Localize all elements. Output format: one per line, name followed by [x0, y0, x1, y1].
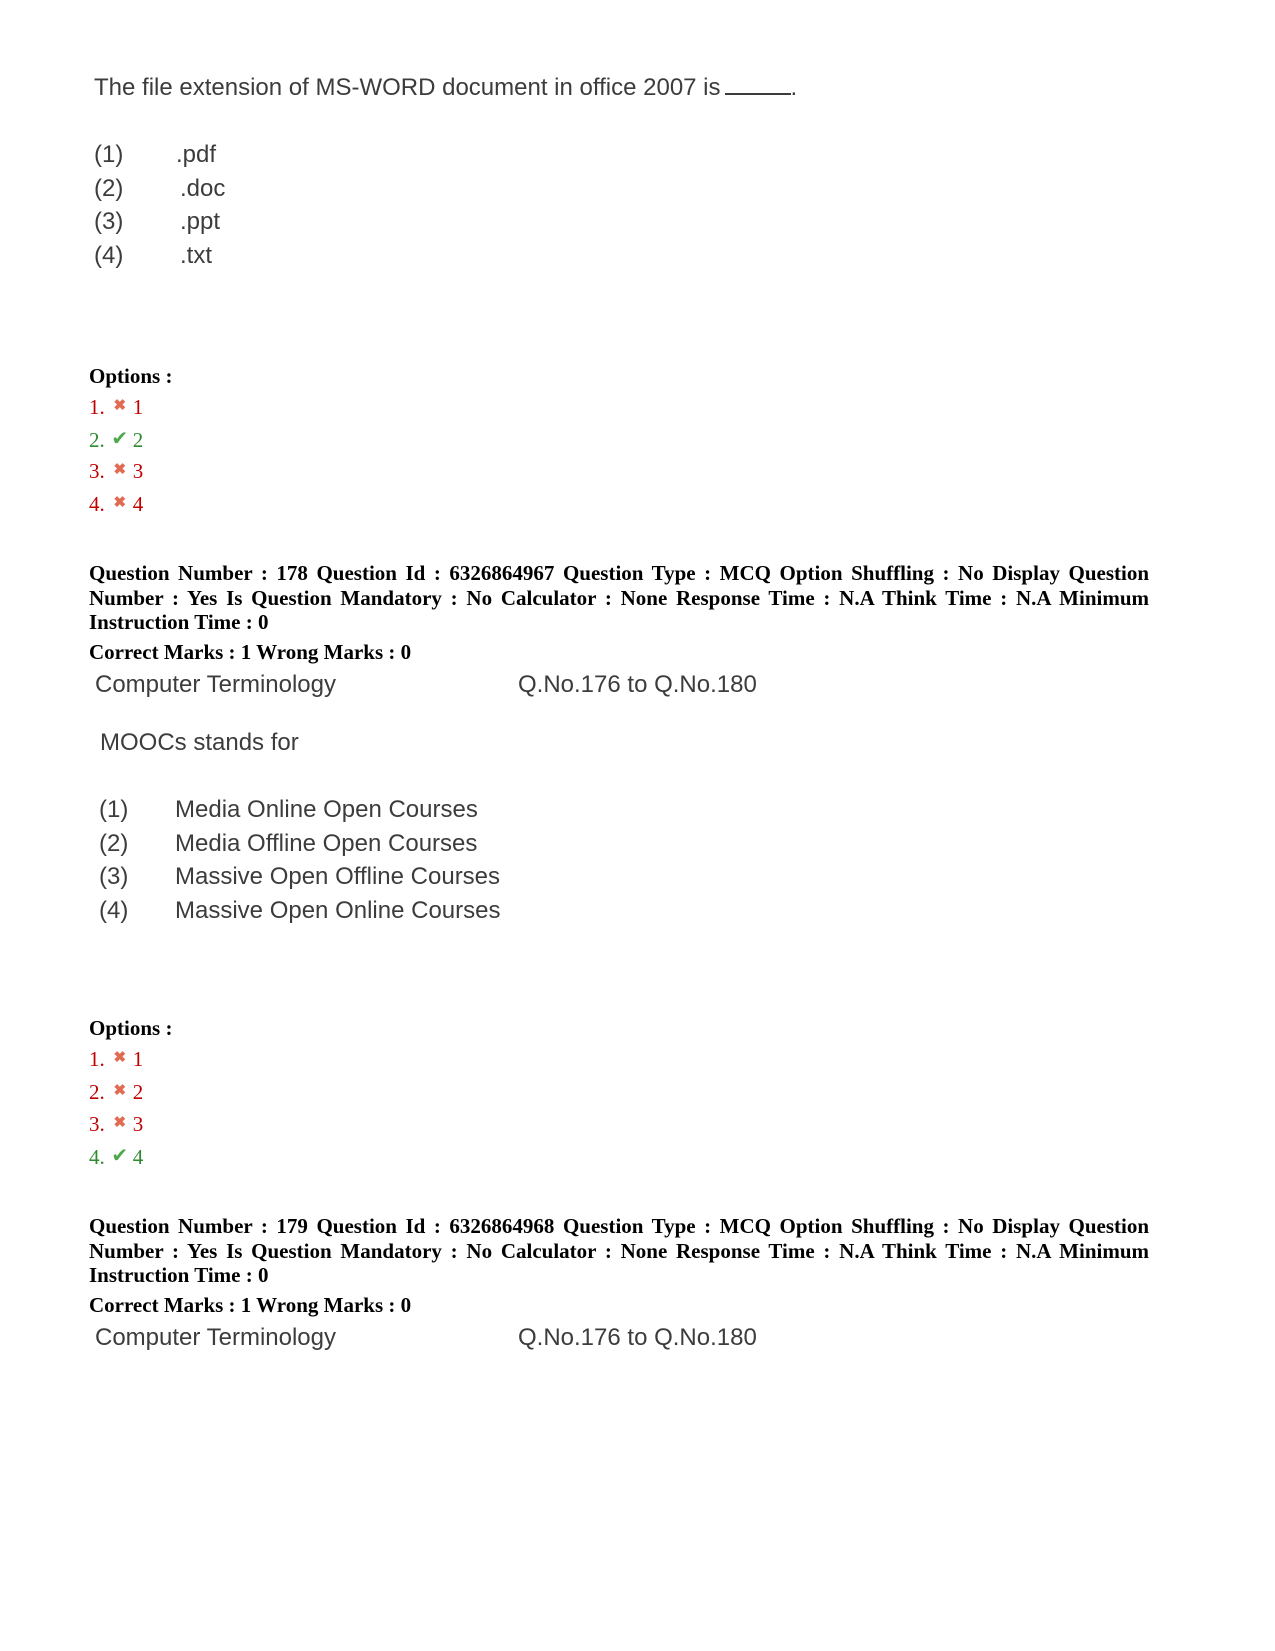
- option-index: 3.: [89, 459, 105, 483]
- question-text-end: .: [790, 74, 798, 101]
- cross-icon: ✖: [113, 1083, 127, 1099]
- question-range: Q.No.176 to Q.No.180: [518, 1324, 757, 1351]
- answer-blank: [725, 75, 791, 95]
- option-row: [89, 1114, 143, 1135]
- choice-text: Media Online Open Courses: [175, 796, 478, 823]
- option-row: [89, 429, 143, 451]
- choice-text: Massive Open Offline Courses: [175, 863, 501, 890]
- option-row: [89, 1049, 143, 1070]
- choice-text: .ppt: [180, 208, 221, 235]
- choice-number: (4): [99, 897, 129, 924]
- choice-text: Media Offline Open Courses: [175, 830, 478, 857]
- option-row: [89, 397, 143, 418]
- option-index: 1.: [89, 395, 105, 419]
- choice-number: (2): [94, 175, 124, 202]
- options-heading: Options :: [89, 364, 173, 388]
- question-text: [94, 74, 797, 102]
- check-icon: ✔: [111, 428, 129, 450]
- option-index: 2.: [89, 1080, 105, 1104]
- choice-number: (4): [94, 242, 124, 269]
- cross-icon: ✖: [113, 398, 127, 414]
- option-index: 1.: [89, 1047, 105, 1071]
- choice-number: (3): [94, 208, 124, 235]
- cross-icon: ✖: [113, 1050, 127, 1066]
- choice-item: [99, 897, 500, 925]
- question-meta: Question Number : 179 Question Id : 6326864968 Question Type : MCQ Option Shuffling : No Display Question Number : Yes Is Question Mandatory : No Calculator : None Response Time : N.A Think Time : N.A Minimum Instruction Time : 0: [89, 1214, 1149, 1287]
- option-index: 4.: [89, 1145, 105, 1169]
- option-value: 1: [132, 395, 144, 419]
- question-range: Q.No.176 to Q.No.180: [518, 671, 757, 698]
- cross-icon: ✖: [113, 1115, 127, 1131]
- choice-item: [99, 863, 500, 891]
- option-value: 1: [132, 1047, 144, 1071]
- choice-text: .pdf: [176, 141, 217, 168]
- section-title: Computer Terminology: [95, 1324, 336, 1351]
- choice-item: [99, 830, 477, 858]
- option-value: 3: [132, 1112, 144, 1136]
- question-meta: Question Number : 178 Question Id : 6326864967 Question Type : MCQ Option Shuffling : No Display Question Number : Yes Is Question Mandatory : No Calculator : None Response Time : N.A Think Time : N.A Minimum Instruction Time : 0: [89, 561, 1149, 634]
- option-row: [89, 1082, 143, 1103]
- choice-item: [94, 141, 216, 169]
- choice-item: [94, 175, 225, 203]
- cross-icon: ✖: [113, 495, 127, 511]
- check-icon: ✔: [111, 1145, 129, 1167]
- marks-info: Correct Marks : 1 Wrong Marks : 0: [89, 1293, 412, 1317]
- choice-text: Massive Open Online Courses: [175, 897, 501, 924]
- option-value: 3: [132, 459, 144, 483]
- question-text: MOOCs stands for: [100, 729, 299, 756]
- cross-icon: ✖: [113, 462, 127, 478]
- choice-number: (3): [99, 863, 129, 890]
- option-value: 4: [132, 492, 144, 516]
- option-value: 2: [132, 428, 144, 452]
- marks-info: Correct Marks : 1 Wrong Marks : 0: [89, 640, 412, 664]
- option-row: [89, 1146, 143, 1168]
- choice-text: .doc: [180, 175, 226, 202]
- question-text-body: The file extension of MS-WORD document in office 2007 is: [94, 74, 721, 101]
- option-row: [89, 494, 143, 515]
- choice-number: (1): [99, 796, 129, 823]
- options-heading: Options :: [89, 1016, 173, 1040]
- choice-item: [99, 796, 478, 824]
- option-value: 2: [132, 1080, 144, 1104]
- option-index: 2.: [89, 428, 105, 452]
- option-index: 4.: [89, 492, 105, 516]
- option-row: [89, 461, 143, 482]
- choice-text: .txt: [180, 242, 213, 269]
- choice-number: (2): [99, 830, 129, 857]
- section-title: Computer Terminology: [95, 671, 336, 698]
- choice-item: [94, 208, 220, 236]
- option-value: 4: [132, 1145, 144, 1169]
- option-index: 3.: [89, 1112, 105, 1136]
- choice-item: [94, 242, 212, 270]
- choice-number: (1): [94, 141, 124, 168]
